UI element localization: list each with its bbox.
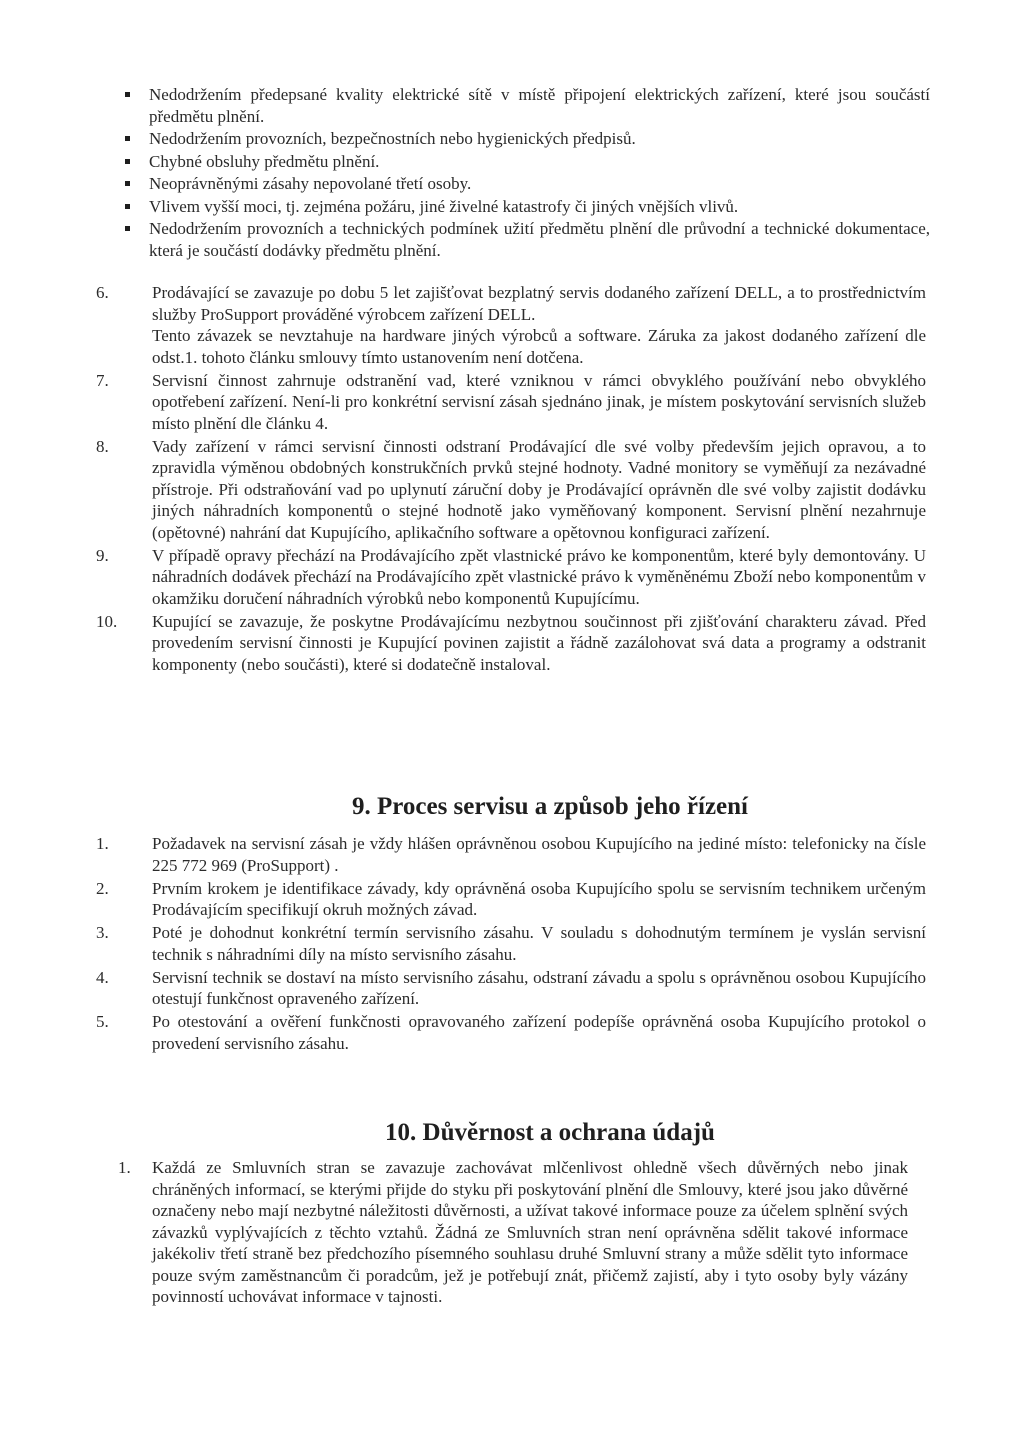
article8-numbered-list (96, 282, 926, 677)
bullet-item (120, 173, 930, 195)
clause-number: 3. (96, 923, 109, 942)
bullet-text: Vlivem vyšší moci, tj. zejména požáru, jiné živelné katastrofy či jiných vnějších vlivů. (149, 196, 739, 216)
clause-number: 9. (96, 545, 109, 565)
bullet-text: Neoprávněnými zásahy nepovolané třetí osoby. (149, 174, 472, 193)
bullet-text: Nedodržením provozních a technických podmínek užití předmětu plnění dle průvodní a technické dokumentace, která je součástí dodávky předmětu plnění. (149, 219, 930, 260)
clause-text: Prvním krokem je identifikace závady, kdy oprávněná osoba Kupujícího spolu se servisním technikem určeným Prodávajícím specifikují okruh možných závad. (152, 878, 926, 919)
clause-number: 7. (96, 370, 109, 390)
bullet-square-icon (125, 181, 130, 186)
clause-number: 5. (96, 1012, 109, 1031)
bullet-item (120, 218, 930, 261)
bullet-square-icon (125, 159, 130, 164)
numbered-clause (96, 967, 926, 1010)
clause-text: Požadavek na servisní zásah je vždy hlášen oprávněnou osobou Kupujícího na jediné místo: telefonicky na čísle 225 772 969 (ProSupport) . (152, 834, 926, 875)
bullet-item (120, 151, 930, 173)
clause-number: 8. (96, 436, 109, 456)
numbered-clause (96, 611, 926, 676)
bullet-item (120, 84, 930, 127)
clause-number: 6. (96, 283, 109, 302)
section-heading-10: 10. Důvěrnost a ochrana údajů (385, 1119, 715, 1146)
clause-text: Vady zařízení v rámci servisní činnosti odstraní Prodávající dle své volby především jejich opravou, a to zpravidla výměnou obdobných konstrukčních prvků stejné hodnoty. Vadné monitory se vyměňují za nezávadné přístroje. Při odstraňování vad po uplynutí záruční doby je Prodávající oprávněn dle své volby zajistit dodávku jiných náhradních komponentů o stejné hodnotě jako vyměňovaný komponent. Servisní plnění nezahrnuje (opětovné) nahrání dat Kupujícího, aplikačního software a opětovnou konfiguraci zařízení. (152, 436, 926, 542)
bullet-square-icon (125, 92, 130, 97)
bullet-square-icon (125, 204, 130, 209)
bullet-item (120, 128, 930, 150)
clause-text: Servisní činnost zahrnuje odstranění vad, které vzniknou v rámci obvyklého používání nebo obvyklého opotřebení zařízení. Není-li pro konkrétní servisní zásah sjednáno jinak, je místem poskytování servisních služeb místo plnění dle článku 4. (152, 370, 926, 433)
clause-text: Tento závazek se nevztahuje na hardware jiných výrobců a software. Záruka za jakost dodaného zařízení dle odst.1. tohoto článku smlouvy tímto ustanovením není dotčena. (152, 326, 926, 367)
numbered-clause (96, 436, 926, 544)
numbered-clause (96, 370, 926, 435)
clause-text: Po otestování a ověření funkčnosti opravovaného zařízení podepíše oprávněná osoba Kupujícího protokol o provedení servisního zásahu. (152, 1012, 926, 1053)
clause-text: Kupující se zavazuje, že poskytne Prodávajícímu nezbytnou součinnost při zjišťování charakteru závad. Před provedením servisní činnosti je Kupující povinen zajistit a řádně zazálohovat svá data a programy a odstranit komponenty (nebo součásti), které si dodatečně instaloval. (152, 611, 926, 674)
numbered-clause (96, 282, 926, 368)
article10-numbered-list (118, 1157, 908, 1309)
bullet-text: Nedodržením provozních, bezpečnostních nebo hygienických předpisů. (149, 129, 636, 148)
clause-number: 1. (118, 1158, 131, 1177)
bullet-item (120, 196, 930, 218)
section-heading-9: 9. Proces servisu a způsob jeho řízení (351, 793, 749, 820)
clause-text: Poté je dohodnut konkrétní termín servisního zásahu. V souladu s dohodnutým termínem je vyslán servisní technik s náhradními díly na místo servisního zásahu. (152, 923, 926, 964)
numbered-clause (96, 922, 926, 965)
article9-numbered-list (96, 833, 926, 1056)
numbered-clause (118, 1157, 908, 1308)
clause-number: 4. (96, 967, 109, 987)
clause-text: Každá ze Smluvních stran se zavazuje zachovávat mlčenlivost ohledně všech důvěrných nebo jinak chráněných informací, se kterými přijde do styku při poskytování plnění dle Smlouvy, které jsou jako důvěrné označeny nebo mají nezbytné náležitosti důvěrnosti, a užívat takové informace pouze za účelem splnění svých závazků vyplývajících z těchto vztahů. Žádná ze Smluvních stran není oprávněna sdělit takové informace jakékoliv třetí straně bez předchozího písemného souhlasu druhé Smluvní strany a může sdělit tyto informace pouze svým zaměstnancům či poradcům, jež je potřebují znát, přičemž zajistí, aby i tyto osoby byly vázány povinností uchovávat informace v tajnosti. (152, 1158, 908, 1306)
numbered-clause (96, 833, 926, 876)
bullet-square-icon (125, 136, 130, 141)
clause-text: Servisní technik se dostaví na místo servisního zásahu, odstraní závadu a spolu s oprávněnou osobou Kupujícího otestují funkčnost opraveného zařízení. (152, 967, 926, 1008)
clause-text: V případě opravy přechází na Prodávajícího zpět vlastnické právo ke komponentům, které byly demontovány. U náhradních dodávek přechází na Prodávajícího zpět vlastnické právo k vyměněnému Zboží nebo komponentům v okamžiku doručení náhradních výrobků nebo komponentů Kupujícímu. (152, 545, 926, 608)
clause-number: 1. (96, 834, 109, 853)
clause-text: Prodávající se zavazuje po dobu 5 let zajišťovat bezplatný servis dodaného zařízení DELL, a to prostřednictvím služby ProSupport prováděné výrobcem zařízení DELL. (152, 283, 926, 324)
bullet-square-icon (125, 226, 130, 231)
numbered-clause (96, 1011, 926, 1054)
numbered-clause (96, 545, 926, 610)
clause-number: 2. (96, 878, 109, 898)
bullet-text: Chybné obsluhy předmětu plnění. (149, 151, 380, 171)
exclusion-bullet-list (120, 84, 930, 262)
numbered-clause (96, 878, 926, 921)
clause-number: 10. (96, 611, 118, 631)
bullet-text: Nedodržením předepsané kvality elektrické sítě v místě připojení elektrických zařízení, které jsou součástí předmětu plnění. (149, 85, 930, 126)
